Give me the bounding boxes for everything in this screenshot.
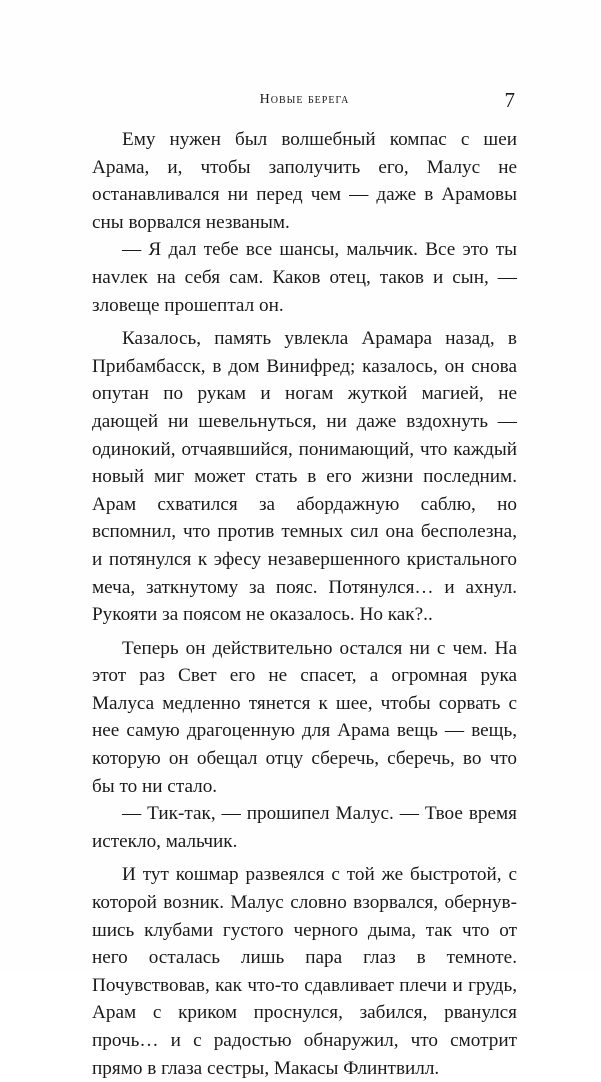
page-number: 7 [504, 88, 515, 112]
running-title: Новые берега [259, 92, 350, 107]
paragraph: Ему нужен был волшебный компас с шеи Арама, и, чтобы заполучить его, Малус не останавливался ни перед чем — даже в Арамовы сны ворвался незваным. [92, 129, 517, 233]
paragraph: — Я дал тебе все шансы, мальчик. Все это ты наvлек на себя сам. Каков отец, таков и сын, — зловеще прошептал он. [92, 239, 517, 316]
body-text [92, 126, 517, 1082]
paragraph: Казалось, память увлекла Арамара назад, в Прибамбасск, в дом Винифред; казалось, он снова опутан по рукам и ногам жуткой магией, не дающей ни шевельнуться, ни даже вздохнуть — одинокий, отчаявшийся, понимающий, что каждый новый миг может стать в его жизни последним. Арам схватился за абордажную саблю, но вспомнил, что против темных сил она бесполезна, и потянулся к эфесу незавершенного кристального меча, заткнутому за пояс. Потянулся… и ахнул. Рукояти за поясом не оказалось. Но как?.. [92, 328, 517, 626]
running-head [92, 90, 517, 114]
paragraph: — Тик-так, — прошипел Малус. — Твое время истекло, мальчик. [92, 803, 517, 852]
paragraph: Теперь он действительно остался ни с чем. На этот раз Свет его не спасет, а огромная рука Малуса медленно тянется к шее, чтобы сорвать с нее самую драгоценную для Арама вещь — вещь, которую он обещал отцу сберечь, сберечь, во что бы то ни стало. [92, 637, 517, 797]
paragraph: И тут кошмар развеялся с той же быстротой, с которой возник. Малус словно взорвался, обернувшись клубами густого черного дыма, так что от него осталась лишь пара глаз в темноте. Почувствовав, как что-то сдавливает плечи и грудь, Арам с криком проснулся, забился, рванулся прочь… и с радостью обнаружил, что смотрит прямо в глаза сестры, Макасы Флинтвилл. [92, 864, 517, 1079]
